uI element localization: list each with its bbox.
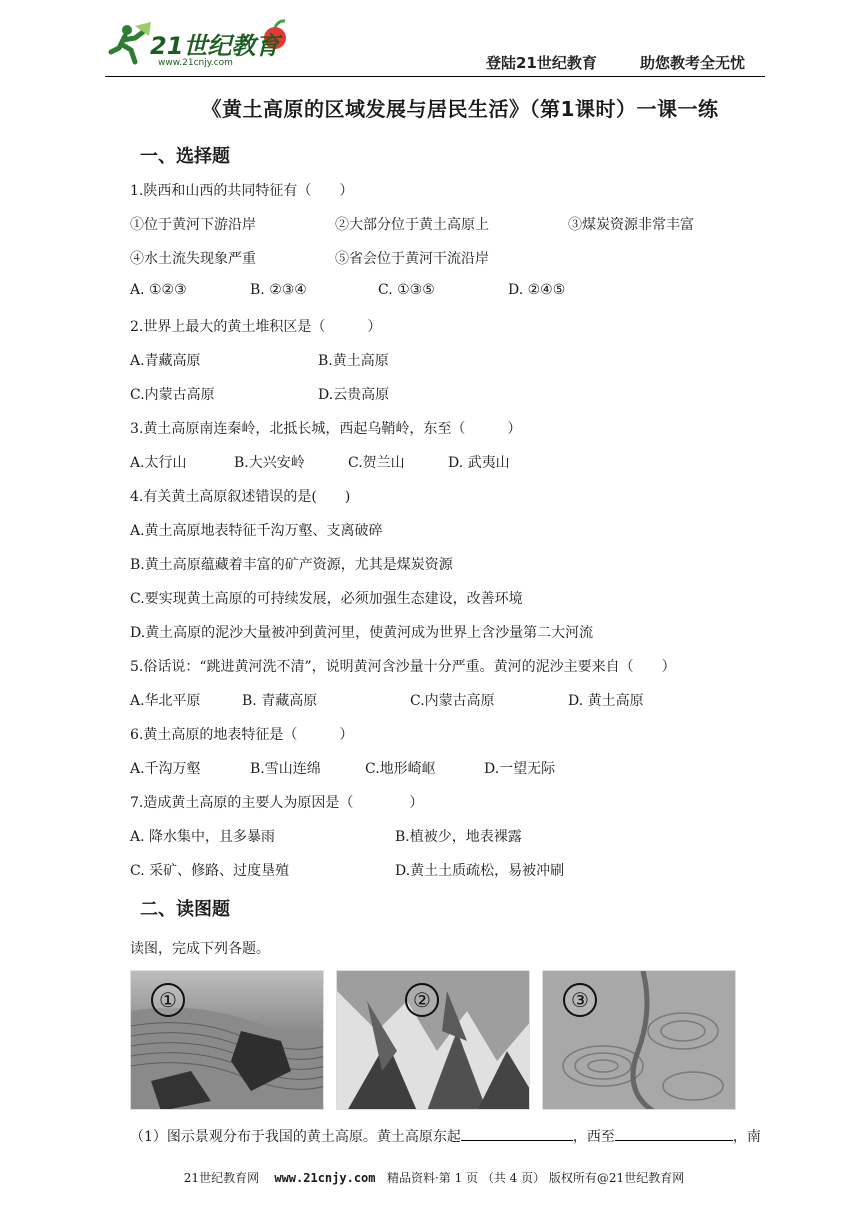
q5-answer-c: C.内蒙古高原 — [410, 693, 495, 709]
q6-answer-c: C.地形崎岖 — [365, 761, 436, 777]
q2-answer-a: A.青藏高原 — [130, 353, 201, 369]
q1-opt3: ③煤炭资源非常丰富 — [568, 217, 694, 233]
q6-stem: 6.黄土高原的地表特征是（ ） — [130, 727, 354, 743]
q5-stem: 5.俗话说：“跳进黄河洗不清”，说明黄河含沙量十分严重。黄河的泥沙主要来自（ ） — [130, 659, 676, 675]
section-reading: 二、读图题 — [140, 899, 230, 920]
q3-stem: 3.黄土高原南连秦岭，北抵长城，西起乌鞘岭，东至（ ） — [130, 421, 522, 437]
q3-answer-b: B.大兴安岭 — [234, 455, 305, 471]
q7-answer-c: C. 采矿、修路、过度垦殖 — [130, 863, 290, 879]
photo-ridges — [336, 970, 530, 1110]
q2-answer-c: C.内蒙古高原 — [130, 387, 215, 403]
section-choice: 一、选择题 — [140, 146, 230, 167]
q6-answer-a: A.千沟万壑 — [130, 761, 201, 777]
q1-answer-c: C. ①③⑤ — [378, 282, 435, 298]
q1-opt1: ①位于黄河下游沿岸 — [130, 217, 256, 233]
q1-stem: 1.陕西和山西的共同特征有（ ） — [130, 183, 354, 199]
q4-answer-a: A.黄土高原地表特征千沟万壑、支离破碎 — [130, 523, 383, 539]
photo-hills — [542, 970, 736, 1110]
q6-answer-d: D.一望无际 — [484, 761, 556, 777]
page-footer — [0, 1169, 860, 1186]
footer-site: 21世纪教育网 — [183, 1171, 260, 1185]
q7-answer-a: A. 降水集中，且多暴雨 — [130, 829, 276, 845]
answer-blank-west[interactable] — [615, 1126, 733, 1141]
q1-answer-d: D. ②④⑤ — [508, 282, 566, 298]
reading-q1-part2: ，西至 — [572, 1129, 615, 1145]
q7-stem: 7.造成黄土高原的主要人为原因是（ ） — [130, 795, 424, 811]
q7-answer-b: B.植被少，地表裸露 — [395, 829, 522, 845]
q6-answer-b: B.雪山连绵 — [250, 761, 321, 777]
reading-intro: 读图，完成下列各题。 — [130, 941, 270, 957]
q4-answer-c: C.要实现黄土高原的可持续发展，必须加强生态建设，改善环境 — [130, 591, 523, 607]
running-person-icon — [111, 22, 151, 62]
q1-answer-b: B. ②③④ — [250, 282, 307, 298]
q2-stem: 2.世界上最大的黄土堆积区是（ ） — [130, 319, 382, 335]
logo-url: www.21cnjy.com — [158, 58, 233, 68]
q4-stem: 4.有关黄土高原叙述错误的是( ) — [130, 489, 351, 505]
footer-url: www.21cnjy.com — [274, 1171, 376, 1185]
q2-answer-b: B.黄土高原 — [318, 353, 389, 369]
reading-q1 — [130, 1126, 761, 1146]
q3-answer-a: A.太行山 — [130, 455, 187, 471]
q4-answer-b: B.黄土高原蕴藏着丰富的矿产资源，尤其是煤炭资源 — [130, 557, 453, 573]
answer-blank-east[interactable] — [461, 1126, 573, 1141]
q7-answer-d: D.黄土土质疏松，易被冲刷 — [395, 863, 565, 879]
photo-label-3: ③ — [563, 983, 597, 1017]
q5-answer-d: D. 黄土高原 — [568, 693, 644, 709]
q5-answer-a: A.华北平原 — [130, 693, 201, 709]
q2-answer-d: D.云贵高原 — [318, 387, 390, 403]
reading-q1-part1: （1）图示景观分布于我国的黄土高原。黄土高原东起 — [130, 1129, 461, 1145]
footer-info: 精品资料·第 1 页 （共 4 页） 版权所有@21世纪教育网 — [386, 1171, 685, 1185]
logo-text: 21世纪教育 — [150, 32, 280, 60]
q1-opt2: ②大部分位于黄土高原上 — [335, 217, 489, 233]
q1-opt5: ⑤省会位于黄河干流沿岸 — [335, 251, 489, 267]
photo-label-1: ① — [151, 983, 185, 1017]
q5-answer-b: B. 青藏高原 — [242, 693, 318, 709]
q1-opt4: ④水土流失现象严重 — [130, 251, 256, 267]
landscape-photos — [130, 970, 736, 1110]
page-title: 《黄土高原的区域发展与居民生活》（第1课时）一课一练 — [201, 97, 719, 121]
slogan-login: 登陆21世纪教育 — [486, 54, 597, 72]
q3-answer-d: D. 武夷山 — [448, 455, 510, 471]
q4-answer-d: D.黄土高原的泥沙大量被冲到黄河里，使黄河成为世界上含沙量第二大河流 — [130, 625, 594, 641]
reading-q1-part3: ，南 — [732, 1129, 761, 1145]
q3-answer-c: C.贺兰山 — [348, 455, 405, 471]
photo-terraces — [130, 970, 324, 1110]
q1-answer-a: A. ①②③ — [130, 282, 187, 298]
slogan-help: 助您教考全无忧 — [640, 54, 746, 72]
photo-label-2: ② — [405, 983, 439, 1017]
header-divider — [105, 76, 765, 77]
